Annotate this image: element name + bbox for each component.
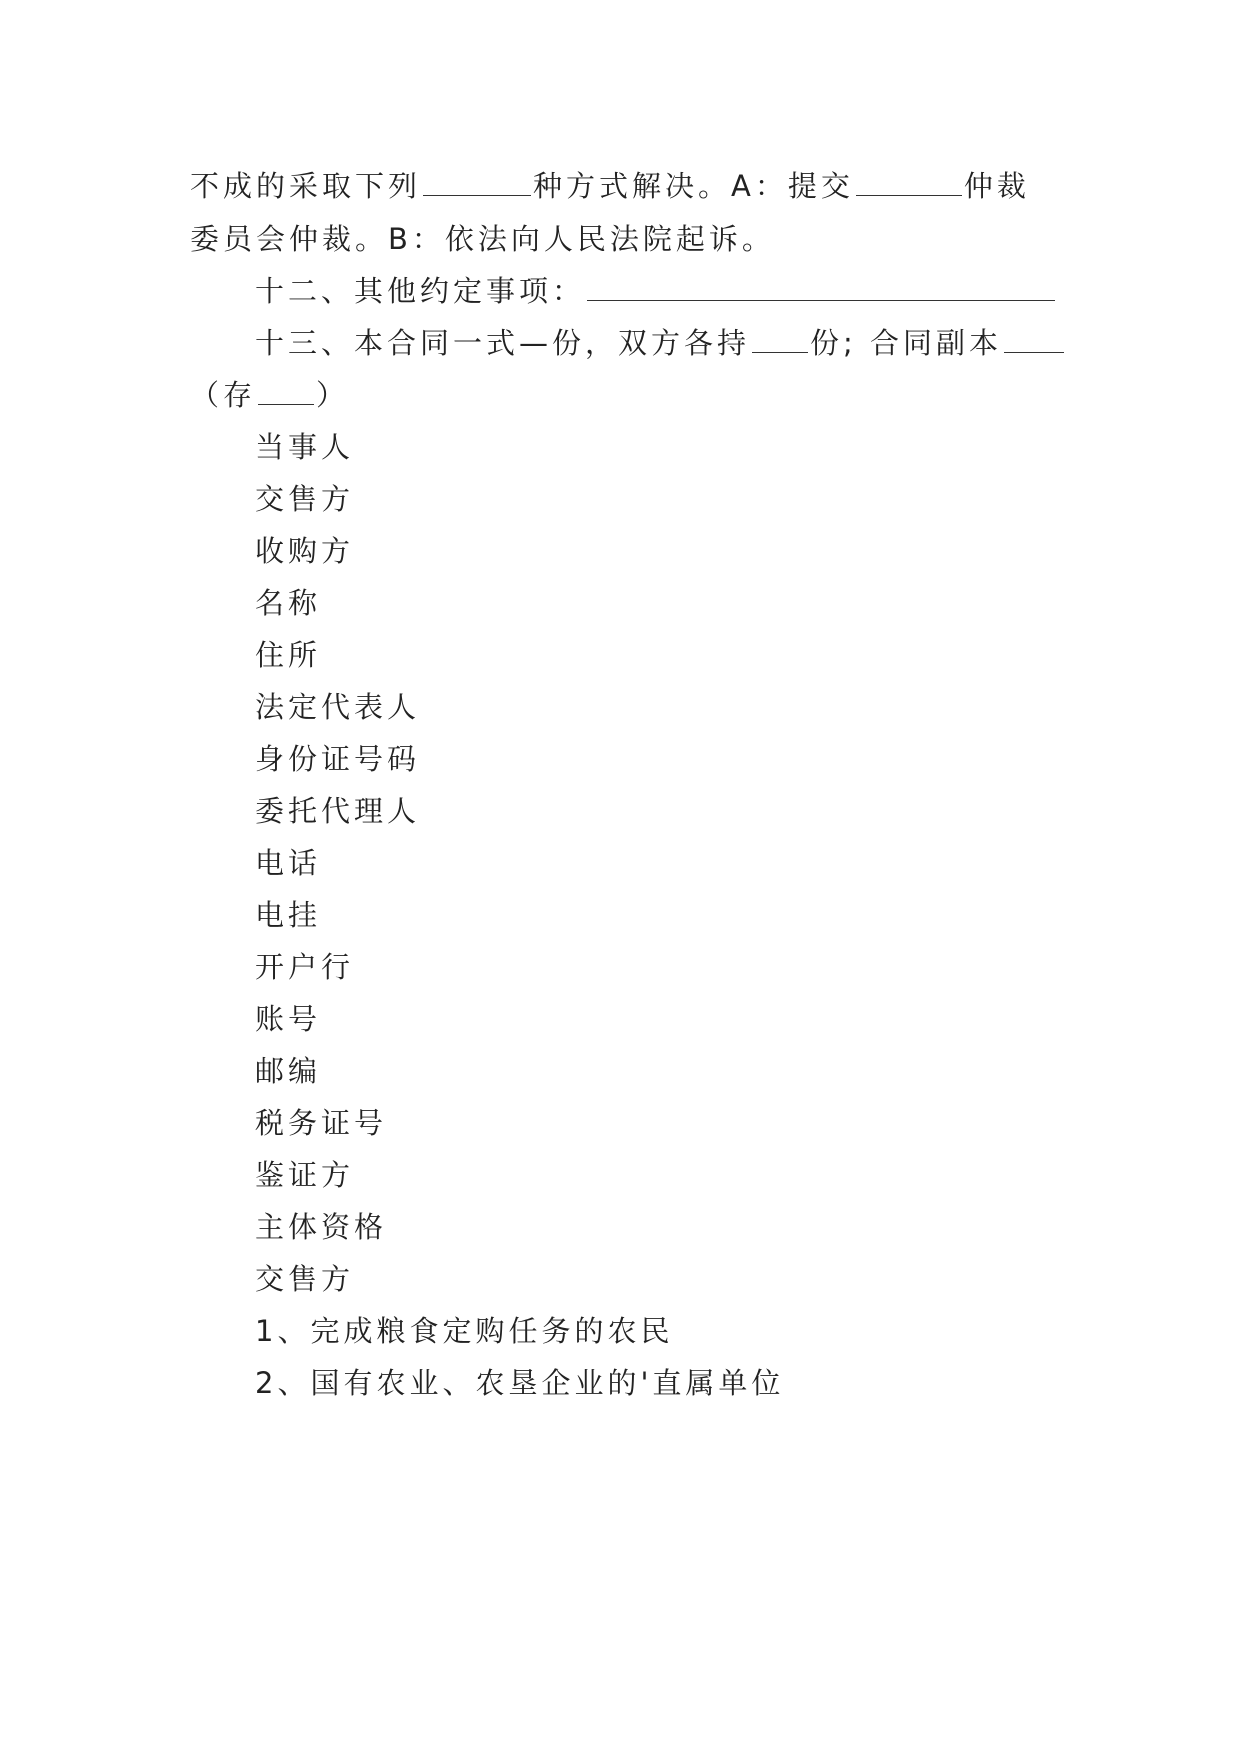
text-segment: 份; 合同副本 [810,326,1003,360]
list-item: 鉴证方 [255,1158,355,1192]
text-segment: 委员会仲裁。B：依法向人民法院起诉。 [190,222,775,256]
list-item: 邮编 [255,1054,322,1088]
blank-other-matters [587,272,1055,301]
blank-copies-each [752,324,808,353]
list-item: 名称 [255,586,322,620]
list-item: 主体资格 [255,1210,388,1244]
list-item: 账号 [255,1002,322,1036]
text-segment: 种方式解决。A：提交 [533,169,854,203]
clause-11-text-line-1 [190,166,1050,206]
blank-arbitration-committee [856,167,962,196]
text-segment: 十二、其他约定事项： [255,274,586,308]
clause-12-other-matters [255,271,1115,311]
clause-11-text-line-2 [190,219,1050,259]
list-item: 电挂 [255,898,322,932]
list-item: 开户行 [255,950,355,984]
list-item: 电话 [255,846,322,880]
clause-13-storage [190,375,1050,415]
clause-13-copies [255,323,1115,363]
text-segment: 十三、本合同一式—份，双方各持 [255,326,751,360]
blank-copy-count [1004,324,1064,353]
text-segment: ） [316,378,350,412]
list-item: 住所 [255,638,322,672]
list-item: 法定代表人 [255,690,421,724]
text-segment: 不成的采取下列 [190,169,422,203]
list-item: 当事人 [255,430,355,464]
text-segment: （存 [190,378,257,412]
list-item: 委托代理人 [255,794,421,828]
list-item: 身份证号码 [255,742,421,776]
list-item: 1、完成粮食定购任务的农民 [255,1314,674,1348]
blank-method-count [423,167,531,196]
list-item: 交售方 [255,1262,355,1296]
list-item: 2、国有农业、农垦企业的'直属单位 [255,1366,785,1400]
text-segment: 仲裁 [963,169,1030,203]
list-item: 交售方 [255,482,355,516]
blank-storage [258,376,314,405]
list-item: 税务证号 [255,1106,388,1140]
list-item: 收购方 [255,534,355,568]
